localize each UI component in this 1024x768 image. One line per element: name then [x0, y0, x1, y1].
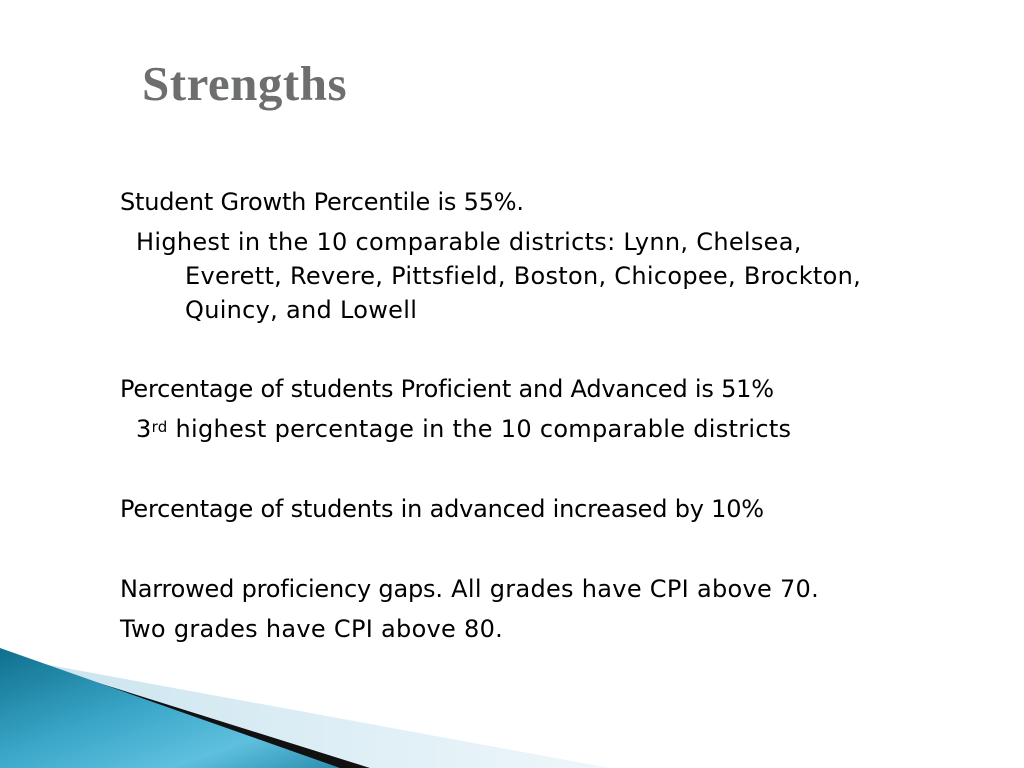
item-2-ordinal-number: 3 [136, 415, 152, 443]
item-2-ordinal-suffix: rd [151, 418, 168, 436]
item-1-detail-line-1: Highest in the 10 comparable districts: Lynn, Chelsea, [136, 228, 802, 256]
slide-title: Strengths [142, 56, 348, 111]
item-2-detail [136, 412, 791, 446]
item-4-heading-tail: . All grades have CPI above 70. [435, 575, 820, 603]
item-1-heading: Student Growth Percentile is 55%. [120, 188, 524, 216]
item-4-heading: Narrowed proficiency gaps [120, 575, 436, 603]
item-2-detail-rest: highest percentage in the 10 comparable districts [167, 415, 792, 443]
item-1-detail-line-2: Everett, Revere, Pittsfield, Boston, Chicopee, Brockton, [185, 262, 862, 290]
item-4-continuation: Two grades have CPI above 80. [120, 615, 504, 643]
item-4-line [120, 572, 819, 606]
item-2-heading: Percentage of students Proficient and Advanced is 51% [120, 375, 774, 403]
item-3-heading: Percentage of students in advanced increased by 10% [120, 495, 764, 523]
item-1-detail-line-3: Quincy, and Lowell [185, 296, 418, 324]
